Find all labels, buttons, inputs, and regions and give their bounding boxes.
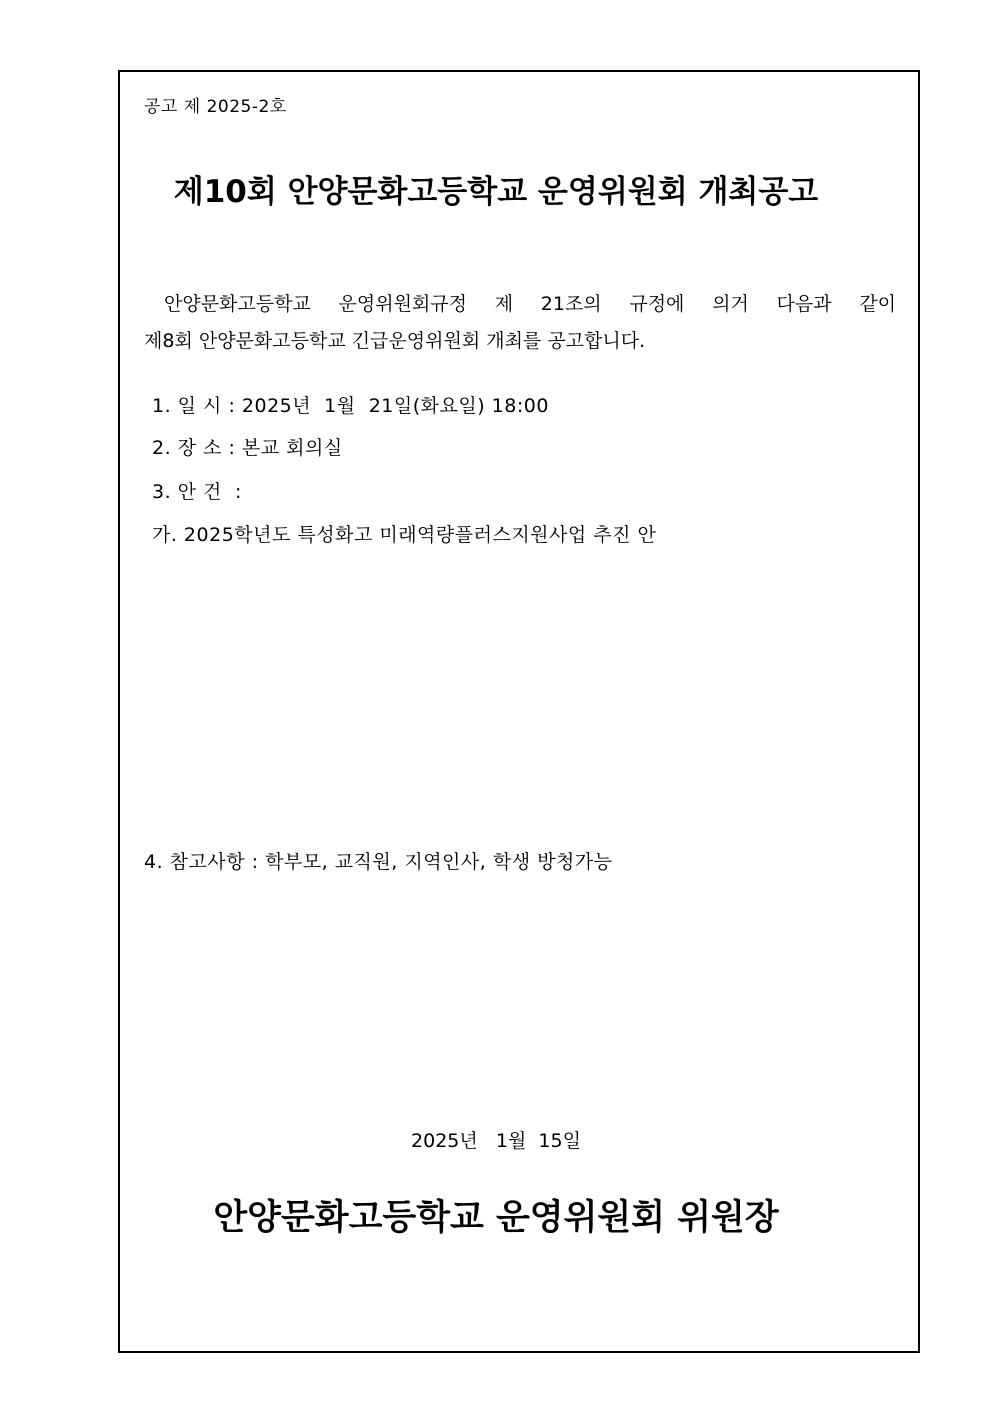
notice-number: 공고 제 2025-2호 bbox=[144, 97, 287, 117]
item-reference: 4. 참고사항 : 학부모, 교직원, 지역인사, 학생 방청가능 bbox=[144, 851, 613, 873]
page-title: 제10회 안양문화고등학교 운영위원회 개최공고 bbox=[173, 174, 819, 210]
item-datetime: 1. 일 시 : 2025년 1월 21일(화요일) 18:00 bbox=[152, 395, 549, 417]
item-agenda-entry: 가. 2025학년도 특성화고 미래역량플러스지원사업 추진 안 bbox=[152, 524, 657, 546]
notice-border bbox=[118, 70, 920, 1353]
signature-line: 안양문화고등학교 운영위원회 위원장 bbox=[213, 1198, 779, 1238]
intro-line-1: 안양문화고등학교 운영위원회규정 제 21조의 규정에 의거 다음과 같이 bbox=[164, 293, 896, 315]
item-place: 2. 장 소 : 본교 회의실 bbox=[152, 437, 343, 459]
issue-date: 2025년 1월 15일 bbox=[411, 1130, 581, 1152]
item-agenda-label: 3. 안 건 : bbox=[152, 481, 242, 503]
intro-paragraph bbox=[144, 286, 896, 360]
intro-line-2: 제8회 안양문화고등학교 긴급운영위원회 개최를 공고합니다. bbox=[144, 330, 646, 352]
